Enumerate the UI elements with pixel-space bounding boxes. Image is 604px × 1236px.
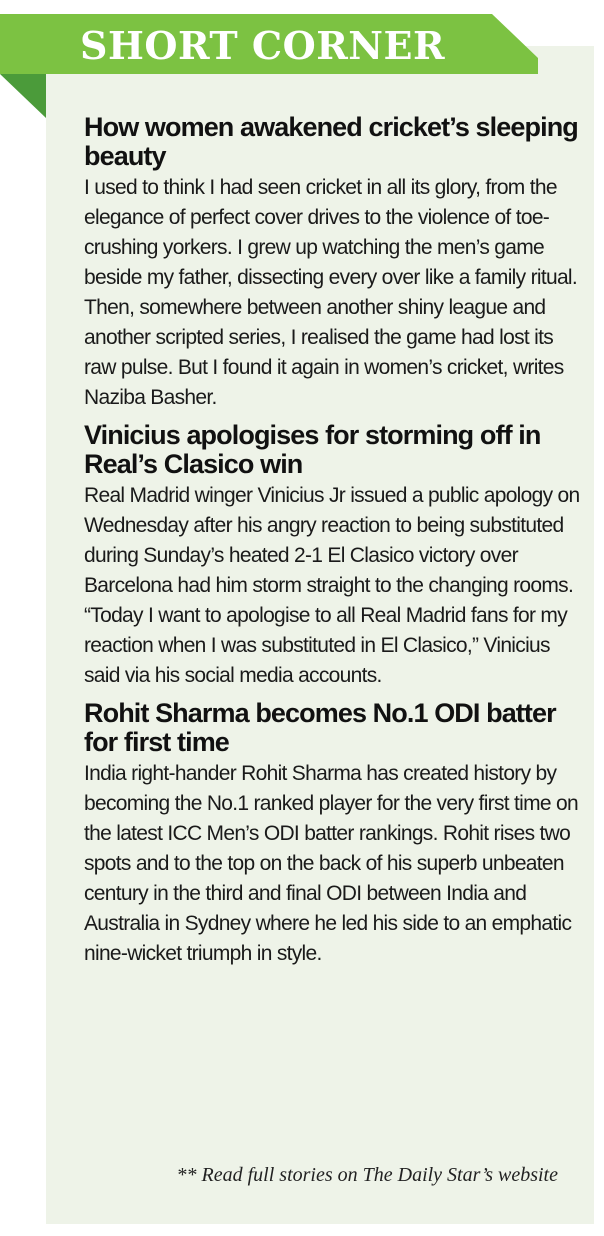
story-body: India right-hander Rohit Sharma has created history by becoming the No.1 ranked player for the very first time on the latest ICC Men’s ODI batter rankings. Rohit rises two spots and to the top on the back of his superb unbeaten century in the third and final ODI between India and Australia in Sydney where he led his side to an emphatic nine-wicket triumph in style. [84,762,578,965]
story-headline: Rohit Sharma becomes No.1 ODI batter for first time [84,698,556,757]
story-body: Real Madrid winger Vinicius Jr issued a public apology on Wednesday after his angry reaction to being substituted during Sunday’s heated 2-1 El Clasico victory over Barcelona had him storm straight to the changing rooms. “Today I want to apologise to all Real Madrid fans for my reaction when I was substituted in El Clasico,” Vinicius said via his social media accounts. [84,484,580,687]
section-title: SHORT CORNER [80,23,446,68]
story-headline: Vinicius apologises for storming off in Real’s Clasico win [84,420,541,479]
section-banner [0,0,604,120]
story-body: I used to think I had seen cricket in all its glory, from the elegance of perfect cover drives to the violence of toe-crushing yorkers. I grew up watching the men’s game beside my father, dissecting every over like a family ritual. Then, somewhere between another shiny league and another scripted series, I realised the game had lost its raw pulse. But I found it again in women’s cricket, writes Naziba Basher. [84,176,578,409]
read-full-stories-note: ** Read full stories on The Daily Star’s website [176,1164,558,1186]
story-vinicius-apology [84,421,582,691]
story-headline: How women awakened cricket’s sleeping beauty [84,112,578,171]
story-rohit-sharma [84,699,582,969]
story-women-cricket [84,113,582,413]
stories-list [84,113,582,977]
banner-fold [0,74,46,118]
